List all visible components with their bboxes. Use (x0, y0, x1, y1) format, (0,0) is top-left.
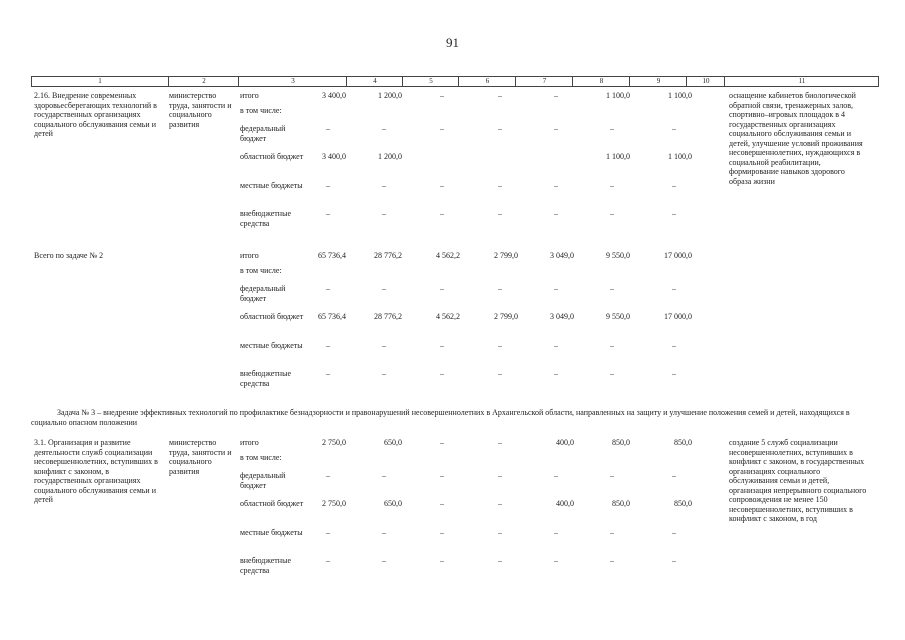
value-cell: 2 799,0 (494, 312, 518, 321)
col-11-header: 11 (724, 77, 879, 86)
value-cell: – (326, 471, 330, 480)
value-cell: – (672, 341, 676, 350)
value-cell: – (610, 369, 614, 378)
value-cell: 2 750,0 (322, 499, 346, 508)
value-cell: 9 550,0 (606, 251, 630, 260)
value-cell: – (326, 556, 330, 565)
row-label: в том числе: (240, 106, 282, 115)
row-label: областной бюджет (240, 152, 304, 161)
result-3-1: создание 5 служб социализации несовершеннолетних, вступивших в конфликт с законом, в государственных организациях социального обслуживания семьи и детей, организация непрерывного социального сопровождения не менее 150 несовершеннолетних, вступивших в конфликт с законом, в год (729, 438, 867, 523)
value-cell: – (610, 181, 614, 190)
row-label: федеральный бюджет (240, 284, 286, 303)
value-cell: – (672, 124, 676, 133)
row-label: в том числе: (240, 266, 282, 275)
value-cell: 65 736,4 (318, 251, 346, 260)
value-cell: – (440, 369, 444, 378)
value-cell: – (498, 209, 502, 218)
value-cell: 850,0 (612, 499, 630, 508)
row-label: итого (240, 251, 259, 260)
value-cell: – (498, 471, 502, 480)
value-cell: – (554, 341, 558, 350)
value-cell: – (326, 284, 330, 293)
row-label: внебюджетные средства (240, 369, 291, 388)
col-7-header: 7 (515, 77, 573, 86)
value-cell: – (498, 91, 502, 100)
row-label: областной бюджет (240, 499, 304, 508)
value-cell: – (382, 341, 386, 350)
value-cell: – (440, 124, 444, 133)
row-label: областной бюджет (240, 312, 304, 321)
value-cell: – (554, 471, 558, 480)
value-cell: – (672, 471, 676, 480)
value-cell: 850,0 (612, 438, 630, 447)
value-cell: – (440, 528, 444, 537)
value-cell: – (498, 556, 502, 565)
value-cell: – (440, 499, 444, 508)
total-task-2-label: Всего по задаче № 2 (34, 251, 104, 260)
col-6-header: 6 (458, 77, 516, 86)
value-cell: – (610, 528, 614, 537)
value-cell: – (498, 499, 502, 508)
value-cell: – (440, 341, 444, 350)
value-cell: – (440, 556, 444, 565)
measure-name-3-1: 3.1. Организация и развитие деятельности служб социализации несовершеннолетних, вступивших в конфликт с законом, в государственных организациях социального обслуживания семьи и детей (34, 438, 158, 504)
value-cell: 28 776,2 (374, 251, 402, 260)
value-cell: – (382, 556, 386, 565)
value-cell: – (554, 124, 558, 133)
value-cell: – (672, 181, 676, 190)
value-cell: 850,0 (674, 499, 692, 508)
row-label: в том числе: (240, 453, 282, 462)
value-cell: – (326, 528, 330, 537)
value-cell: – (672, 209, 676, 218)
value-cell: – (382, 369, 386, 378)
value-cell: 1 200,0 (378, 91, 402, 100)
value-cell: 17 000,0 (664, 251, 692, 260)
value-cell: – (610, 471, 614, 480)
value-cell: – (440, 471, 444, 480)
value-cell: – (440, 91, 444, 100)
value-cell: – (672, 284, 676, 293)
row-label: федеральный бюджет (240, 124, 286, 143)
value-cell: 28 776,2 (374, 312, 402, 321)
row-label: местные бюджеты (240, 528, 303, 537)
col-9-header: 9 (629, 77, 687, 86)
value-cell: 3 049,0 (550, 251, 574, 260)
value-cell: – (554, 528, 558, 537)
value-cell: – (498, 341, 502, 350)
value-cell: – (554, 369, 558, 378)
value-cell: – (554, 91, 558, 100)
value-cell: 1 100,0 (668, 152, 692, 161)
value-cell: – (672, 556, 676, 565)
value-cell: – (440, 181, 444, 190)
value-cell: – (610, 556, 614, 565)
value-cell: 400,0 (556, 499, 574, 508)
value-cell: – (610, 284, 614, 293)
value-cell: 2 750,0 (322, 438, 346, 447)
value-cell: – (440, 438, 444, 447)
value-cell: – (554, 209, 558, 218)
value-cell: 4 562,2 (436, 251, 460, 260)
value-cell: – (610, 341, 614, 350)
row-label: итого (240, 91, 259, 100)
value-cell: – (498, 369, 502, 378)
value-cell: 850,0 (674, 438, 692, 447)
value-cell: 3 400,0 (322, 152, 346, 161)
value-cell: 17 000,0 (664, 312, 692, 321)
value-cell: 1 100,0 (606, 152, 630, 161)
row-label: местные бюджеты (240, 341, 303, 350)
value-cell: – (610, 209, 614, 218)
row-label: федеральный бюджет (240, 471, 286, 490)
col-10-header: 10 (686, 77, 725, 86)
row-label: итого (240, 438, 259, 447)
value-cell: – (382, 471, 386, 480)
value-cell: 1 100,0 (606, 91, 630, 100)
value-cell: 3 400,0 (322, 91, 346, 100)
value-cell: – (326, 209, 330, 218)
value-cell: 65 736,4 (318, 312, 346, 321)
value-cell: – (672, 528, 676, 537)
row-label: местные бюджеты (240, 181, 303, 190)
executor-3-1: министерство труда, занятости и социального развития (169, 438, 232, 476)
value-cell: – (610, 124, 614, 133)
value-cell: – (440, 209, 444, 218)
value-cell: – (382, 528, 386, 537)
col-4-header: 4 (346, 77, 403, 86)
value-cell: – (326, 369, 330, 378)
value-cell: – (382, 181, 386, 190)
table-header (31, 76, 879, 87)
value-cell: 1 100,0 (668, 91, 692, 100)
value-cell: 650,0 (384, 499, 402, 508)
col-8-header: 8 (572, 77, 630, 86)
executor-2-16: министерство труда, занятости и социального развития (169, 91, 232, 129)
value-cell: 9 550,0 (606, 312, 630, 321)
value-cell: – (326, 124, 330, 133)
value-cell: – (326, 181, 330, 190)
col-3-header: 3 (238, 77, 347, 86)
value-cell: – (498, 284, 502, 293)
row-label: внебюджетные средства (240, 556, 291, 575)
value-cell: 1 200,0 (378, 152, 402, 161)
value-cell: 650,0 (384, 438, 402, 447)
value-cell: – (672, 369, 676, 378)
value-cell: 3 049,0 (550, 312, 574, 321)
col-2-header: 2 (168, 77, 239, 86)
value-cell: – (554, 284, 558, 293)
value-cell: – (382, 124, 386, 133)
value-cell: 4 562,2 (436, 312, 460, 321)
row-label: внебюджетные средства (240, 209, 291, 228)
value-cell: – (382, 209, 386, 218)
result-2-16: оснащение кабинетов биологической обратной связи, тренажерных залов, спортивно–игровых площадок в 4 государственных организациях социального обслуживания семьи и детей, улучшение условий проживания несовершеннолетних, нуждающихся в социальной реабилитации, формирование навыков здорового образа жизни (729, 91, 863, 186)
value-cell: – (498, 438, 502, 447)
value-cell: – (326, 341, 330, 350)
value-cell: – (498, 528, 502, 537)
value-cell: – (440, 284, 444, 293)
value-cell: – (382, 284, 386, 293)
value-cell: – (498, 124, 502, 133)
value-cell: – (554, 556, 558, 565)
value-cell: – (498, 181, 502, 190)
col-1-header: 1 (98, 77, 102, 85)
value-cell: – (554, 181, 558, 190)
page-number: 91 (446, 35, 459, 50)
task-3-heading: Задача № 3 – внедрение эффективных технологий по профилактике безнадзорности и правонарушений несовершеннолетних в Архангельской области, направленных на защиту и улучшение положения семей и детей, находящихся в социально опасном положении (31, 408, 850, 427)
col-5-header: 5 (402, 77, 459, 86)
measure-name-2-16: 2.16. Внедрение современных здоровьесберегающих технологий в государственных организациях социального обслуживания семьи и детей (34, 91, 157, 138)
value-cell: 2 799,0 (494, 251, 518, 260)
value-cell: 400,0 (556, 438, 574, 447)
